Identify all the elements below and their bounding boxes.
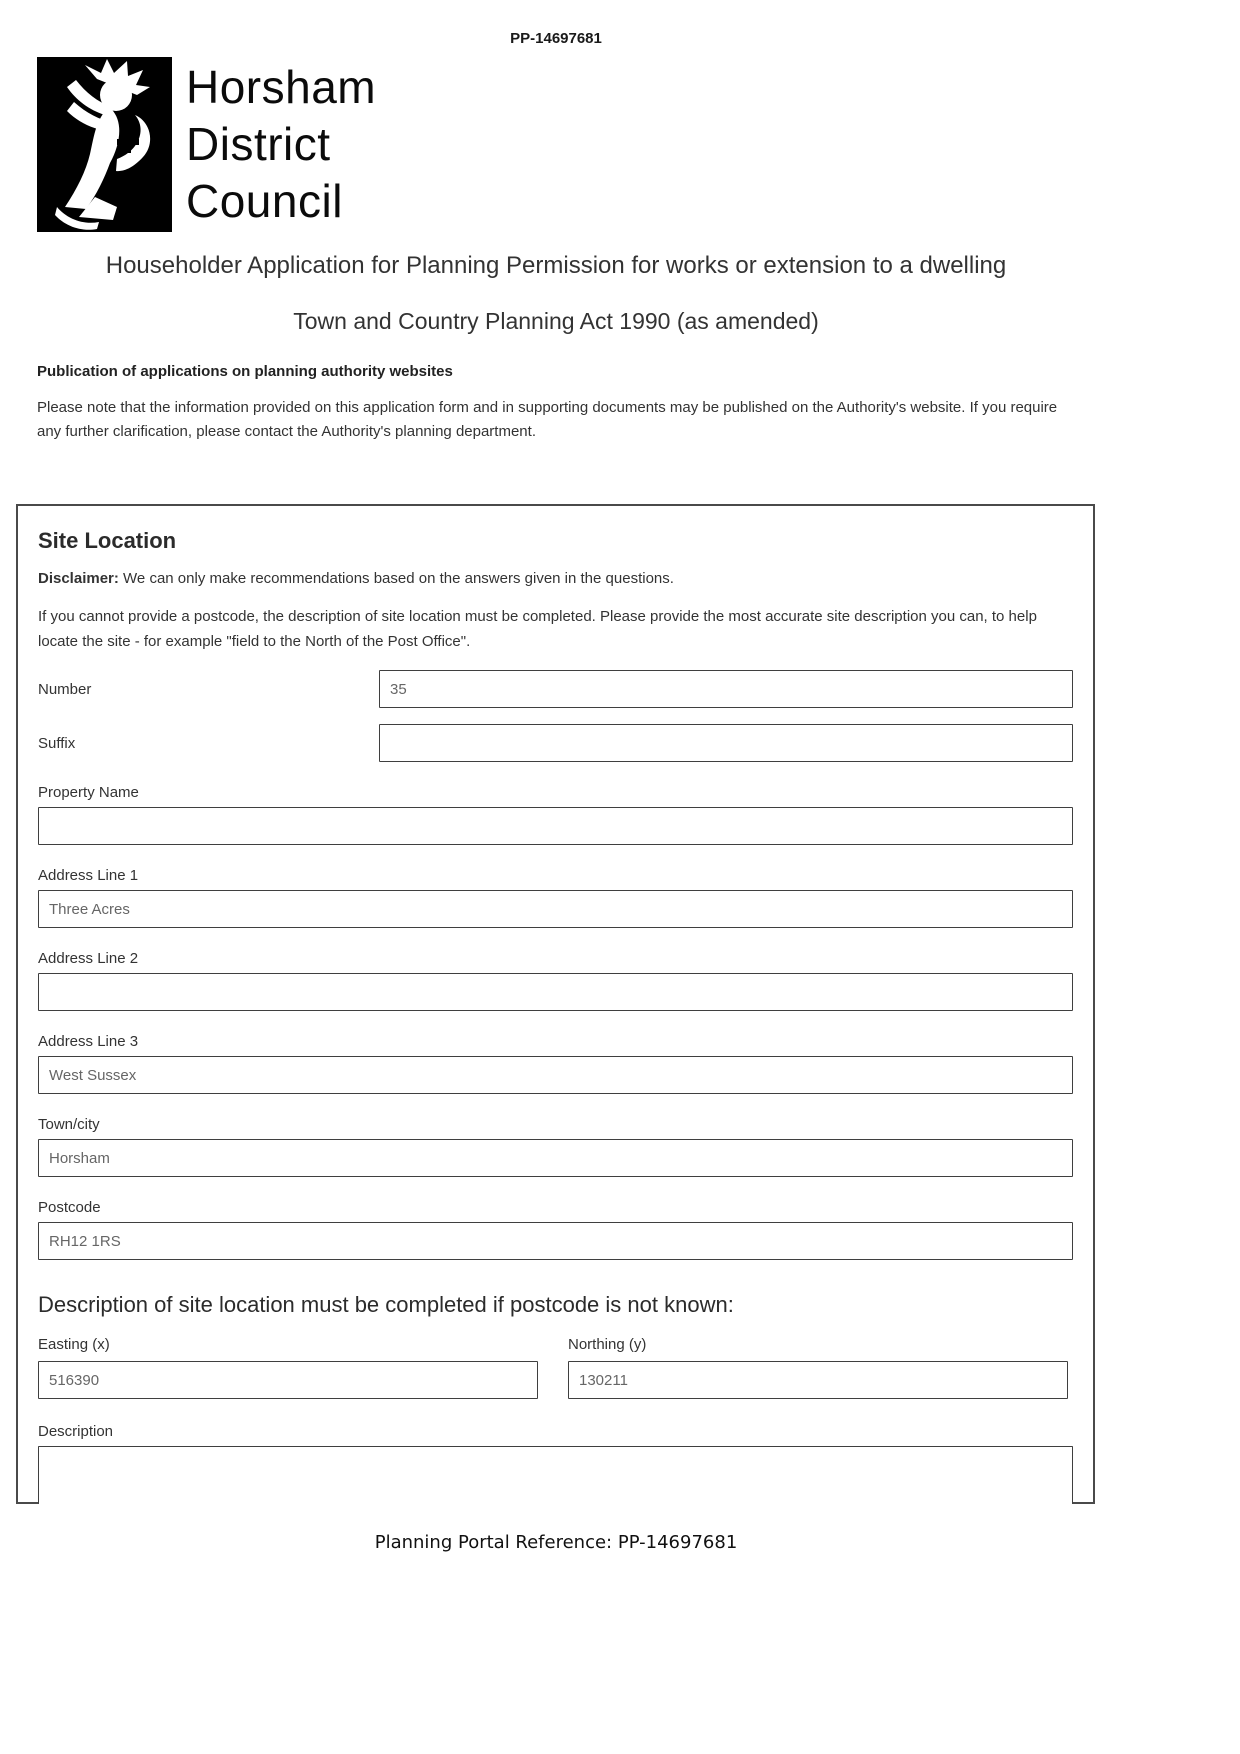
address-line-2-input[interactable] [38, 973, 1073, 1011]
field-row-suffix [38, 724, 1073, 762]
address-line-2-label: Address Line 2 [38, 950, 139, 967]
northing-label: Northing (y) [568, 1336, 647, 1353]
northing-group [568, 1336, 1068, 1399]
description-required-heading: Description of site location must be completed if postcode is not known: [38, 1292, 734, 1317]
disclaimer-text: We can only make recommendations based on the answers given in the questions. [123, 570, 674, 587]
number-label: Number [38, 680, 92, 698]
field-group-property-name [38, 784, 1073, 845]
disclaimer-label: Disclaimer: [38, 570, 119, 587]
address-line-1-input[interactable] [38, 890, 1073, 928]
planning-portal-reference-top: PP-14697681 [510, 30, 602, 47]
page-content [16, 0, 1096, 1553]
address-line-3-input[interactable] [38, 1056, 1073, 1094]
horsham-lion-logo-icon [37, 57, 172, 232]
publication-heading: Publication of applications on planning authority websites [37, 363, 453, 380]
site-location-heading: Site Location [38, 528, 177, 553]
council-name-line-1: Horsham [186, 61, 377, 113]
document-title: Householder Application for Planning Permission for works or extension to a dwelling [105, 252, 1007, 279]
field-group-postcode [38, 1199, 1073, 1260]
easting-label: Easting (x) [38, 1336, 110, 1353]
field-group-town-city [38, 1116, 1073, 1177]
description-textarea[interactable] [38, 1446, 1073, 1504]
field-group-address-line-2 [38, 950, 1073, 1011]
suffix-input[interactable] [379, 724, 1073, 762]
address-line-1-label: Address Line 1 [38, 867, 139, 884]
suffix-label: Suffix [38, 734, 76, 752]
coordinates-row [38, 1336, 1073, 1399]
council-logo-block [37, 57, 1096, 232]
council-name-line-3: Council [186, 175, 343, 227]
address-line-3-label: Address Line 3 [38, 1033, 139, 1050]
town-city-label: Town/city [38, 1116, 100, 1133]
council-name-line-2: District [186, 118, 331, 170]
northing-input[interactable] [568, 1361, 1068, 1399]
council-name [186, 59, 376, 232]
description-label: Description [38, 1423, 114, 1440]
easting-input[interactable] [38, 1361, 538, 1399]
easting-group [38, 1336, 538, 1399]
document-subtitle: Town and Country Planning Act 1990 (as amended) [293, 308, 819, 334]
site-location-intro: If you cannot provide a postcode, the description of site location must be completed. Please provide the most accurate site description you can, to help locate the site - for example "field to the North of the Post Office". [38, 608, 1037, 650]
planning-portal-reference-footer: Planning Portal Reference: PP-14697681 [374, 1532, 738, 1553]
field-group-description [38, 1423, 1073, 1504]
disclaimer-line [38, 568, 1073, 590]
number-input[interactable] [379, 670, 1073, 708]
postcode-input[interactable] [38, 1222, 1073, 1260]
publication-text: Please note that the information provided on this application form and in supporting documents may be published on the Authority's website. If you require any further clarification, please contact the Authority's planning department. [37, 399, 1058, 440]
postcode-label: Postcode [38, 1199, 101, 1216]
field-row-number [38, 670, 1073, 708]
site-location-section [16, 504, 1095, 1504]
property-name-input[interactable] [38, 807, 1073, 845]
property-name-label: Property Name [38, 784, 139, 801]
field-group-address-line-1 [38, 867, 1073, 928]
field-group-address-line-3 [38, 1033, 1073, 1094]
town-city-input[interactable] [38, 1139, 1073, 1177]
